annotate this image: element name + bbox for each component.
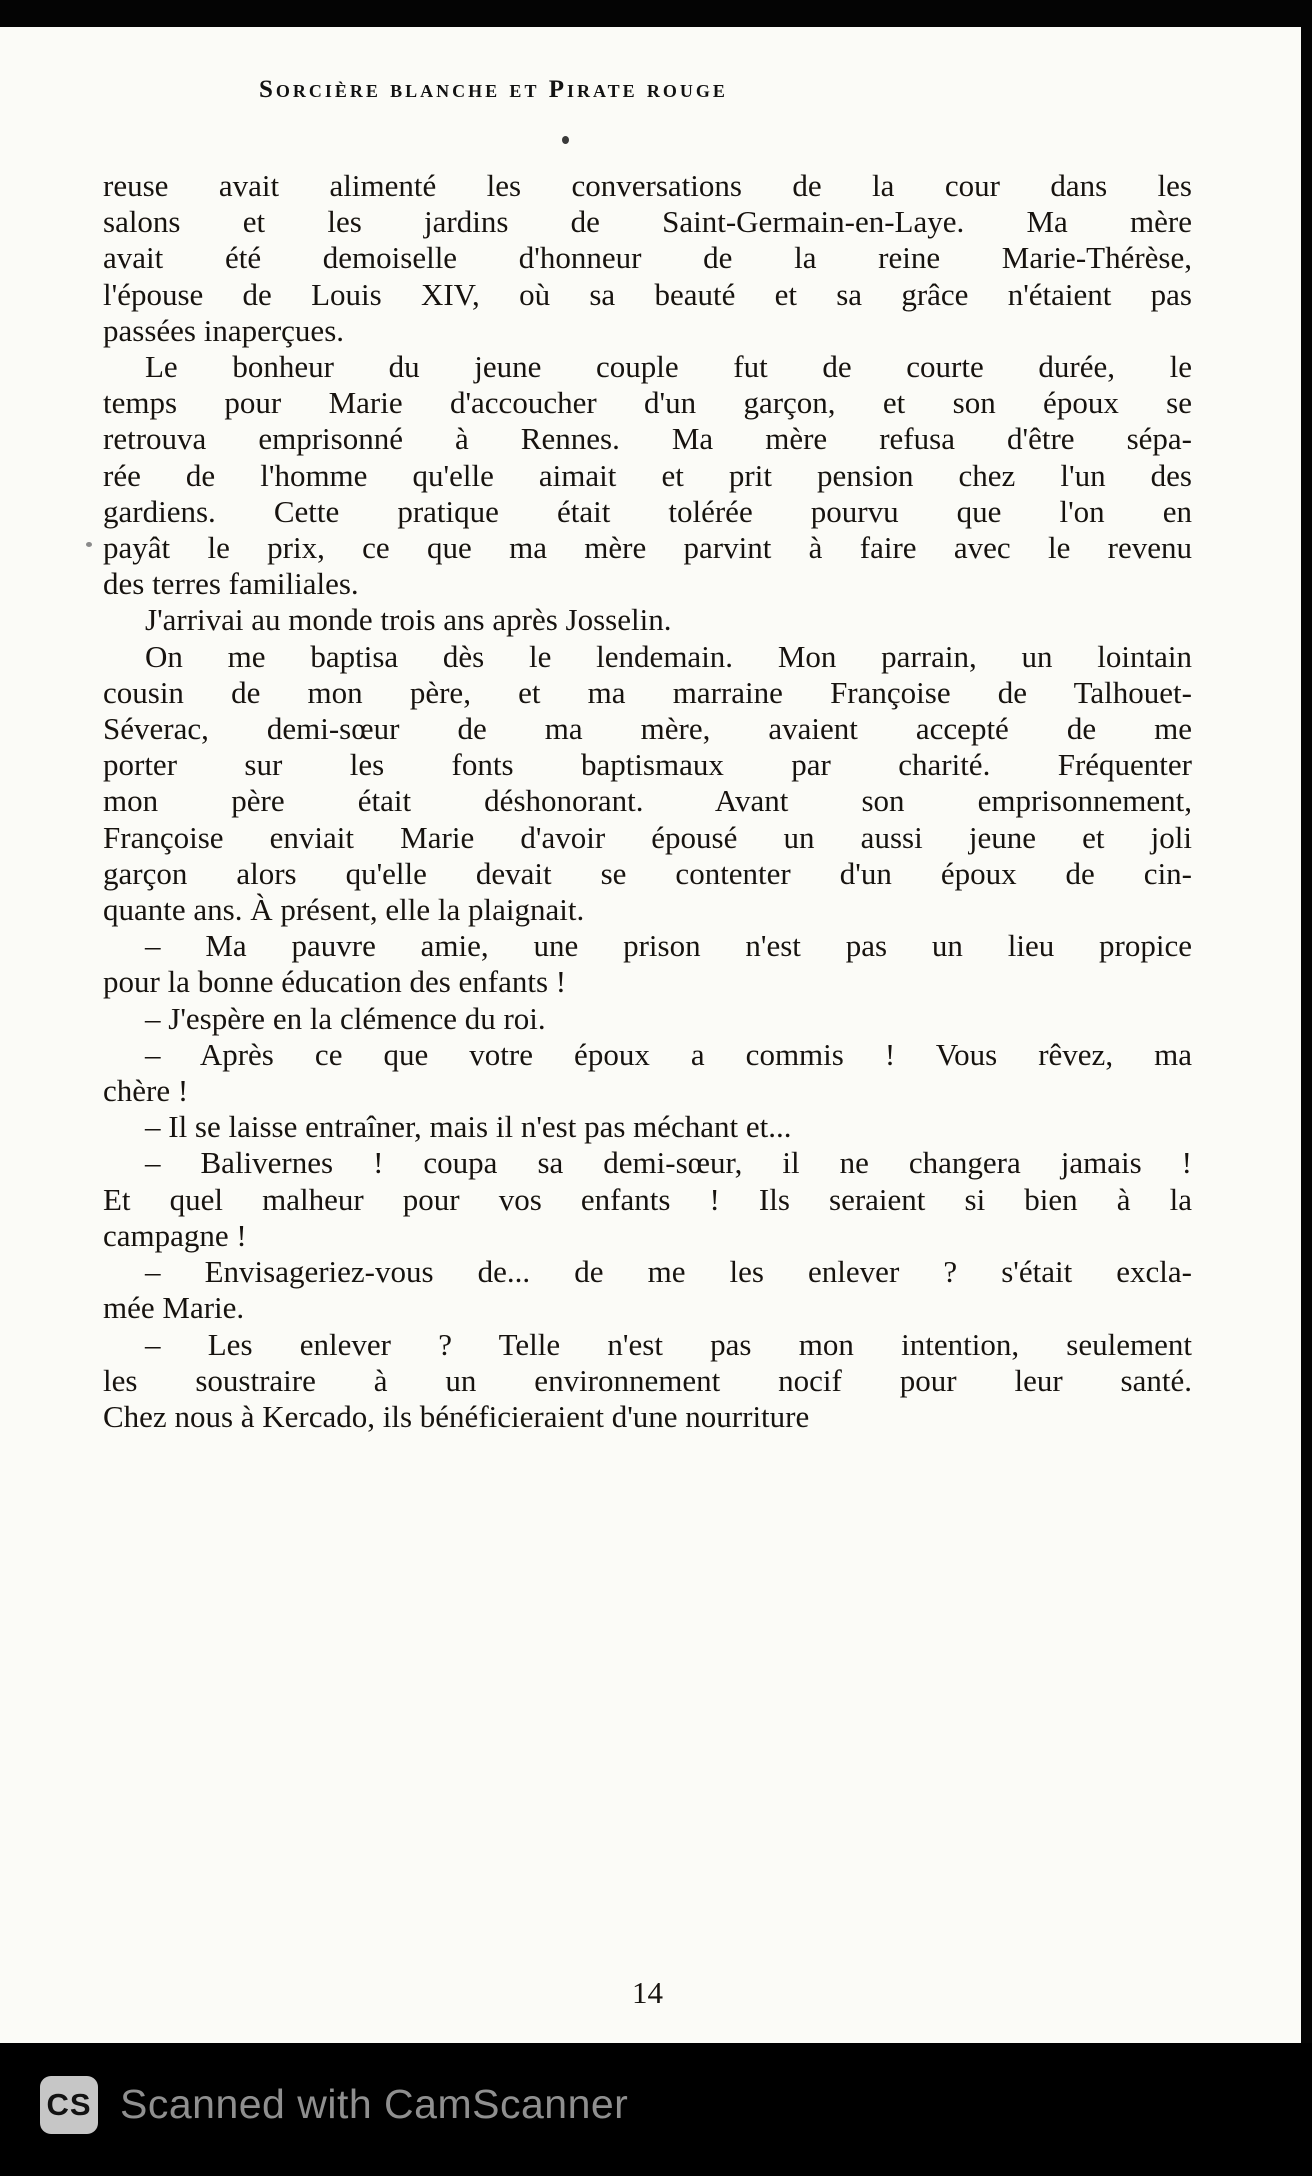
text-line: l'épouse de Louis XIV, où sa beauté et sa grâce n'étaient pas	[103, 276, 1192, 312]
text-line: J'arrivai au monde trois ans après Josselin.	[145, 602, 672, 638]
text-line: cousin de mon père, et ma marraine Françoise de Talhouet-	[103, 674, 1192, 710]
page-number: 14	[632, 1975, 663, 2010]
text-line: gardiens. Cette pratique était tolérée pourvu que l'on en	[103, 493, 1192, 529]
text-line: les soustraire à un environnement nocif pour leur santé.	[103, 1362, 1192, 1398]
camscanner-logo-icon: CS	[40, 2076, 98, 2134]
paragraph	[103, 1001, 1192, 1037]
text-line: – Envisageriez-vous de... de me les enlever ? s'était excla-	[145, 1254, 1192, 1290]
scan-edge-top	[0, 0, 1312, 27]
text-line: Françoise enviait Marie d'avoir épousé un aussi jeune et joli	[103, 819, 1192, 855]
text-line: rée de l'homme qu'elle aimait et prit pension chez l'un des	[103, 457, 1192, 493]
text-line: pour la bonne éducation des enfants !	[103, 964, 567, 1000]
scan-speckle	[86, 542, 92, 547]
text-line: Le bonheur du jeune couple fut de courte durée, le	[145, 349, 1192, 385]
paragraph	[103, 1145, 1192, 1254]
text-line: temps pour Marie d'accoucher d'un garçon, et son époux se	[103, 385, 1192, 421]
paragraph	[103, 639, 1192, 929]
text-line: chère !	[103, 1073, 189, 1109]
text-line: – Les enlever ? Telle n'est pas mon intention, seulement	[145, 1326, 1192, 1362]
paragraph	[103, 928, 1192, 1000]
text-line: mon père était déshonorant. Avant son emprisonnement,	[103, 783, 1192, 819]
scan-edge-right	[1301, 0, 1312, 2176]
text-line: passées inaperçues.	[103, 312, 345, 348]
text-line: – Après ce que votre époux a commis ! Vous rêvez, ma	[145, 1036, 1192, 1072]
text-line: campagne !	[103, 1217, 247, 1253]
text-line: – Ma pauvre amie, une prison n'est pas un lieu propice	[145, 928, 1192, 964]
paragraph	[103, 1327, 1192, 1436]
paragraph	[103, 1037, 1192, 1109]
paragraph	[103, 168, 1192, 349]
paragraph	[103, 349, 1192, 602]
text-line: payât le prix, ce que ma mère parvint à faire avec le revenu	[103, 530, 1192, 566]
text-line: porter sur les fonts baptismaux par charité. Fréquenter	[103, 747, 1192, 783]
text-line: garçon alors qu'elle devait se contenter d'un époux de cin-	[103, 855, 1192, 891]
text-line: Chez nous à Kercado, ils bénéficieraient d'une nourriture	[103, 1398, 810, 1434]
camscanner-watermark-label: Scanned with CamScanner	[120, 2081, 629, 2127]
text-line: – Il se laisse entraîner, mais il n'est pas méchant et...	[145, 1109, 792, 1145]
text-line: reuse avait alimenté les conversations de la cour dans les	[103, 168, 1192, 203]
text-line: retrouva emprisonné à Rennes. Ma mère refusa d'être sépa-	[103, 421, 1192, 457]
paragraph	[103, 602, 1192, 638]
running-head-title: Sorcière blanche et Pirate rouge	[259, 76, 728, 103]
text-line: mée Marie.	[103, 1290, 245, 1326]
text-line: quante ans. À présent, elle la plaignait.	[103, 892, 585, 928]
paragraph	[103, 1109, 1192, 1145]
text-line: Et quel malheur pour vos enfants ! Ils seraient si bien à la	[103, 1181, 1192, 1217]
text-line: – J'espère en la clémence du roi.	[145, 1000, 546, 1036]
text-line: – Balivernes ! coupa sa demi-sœur, il ne changera jamais !	[145, 1145, 1192, 1181]
paragraph	[103, 1254, 1192, 1326]
text-line: des terres familiales.	[103, 566, 359, 602]
camscanner-watermark-bar	[0, 2043, 1312, 2176]
text-line: salons et les jardins de Saint-Germain-en-Laye. Ma mère	[103, 204, 1192, 240]
scan-speckle	[562, 136, 569, 144]
text-line: On me baptisa dès le lendemain. Mon parrain, un lointain	[145, 638, 1192, 674]
text-block	[103, 168, 1192, 1435]
text-line: Séverac, demi-sœur de ma mère, avaient accepté de me	[103, 711, 1192, 747]
text-line: avait été demoiselle d'honneur de la reine Marie-Thérèse,	[103, 240, 1192, 276]
